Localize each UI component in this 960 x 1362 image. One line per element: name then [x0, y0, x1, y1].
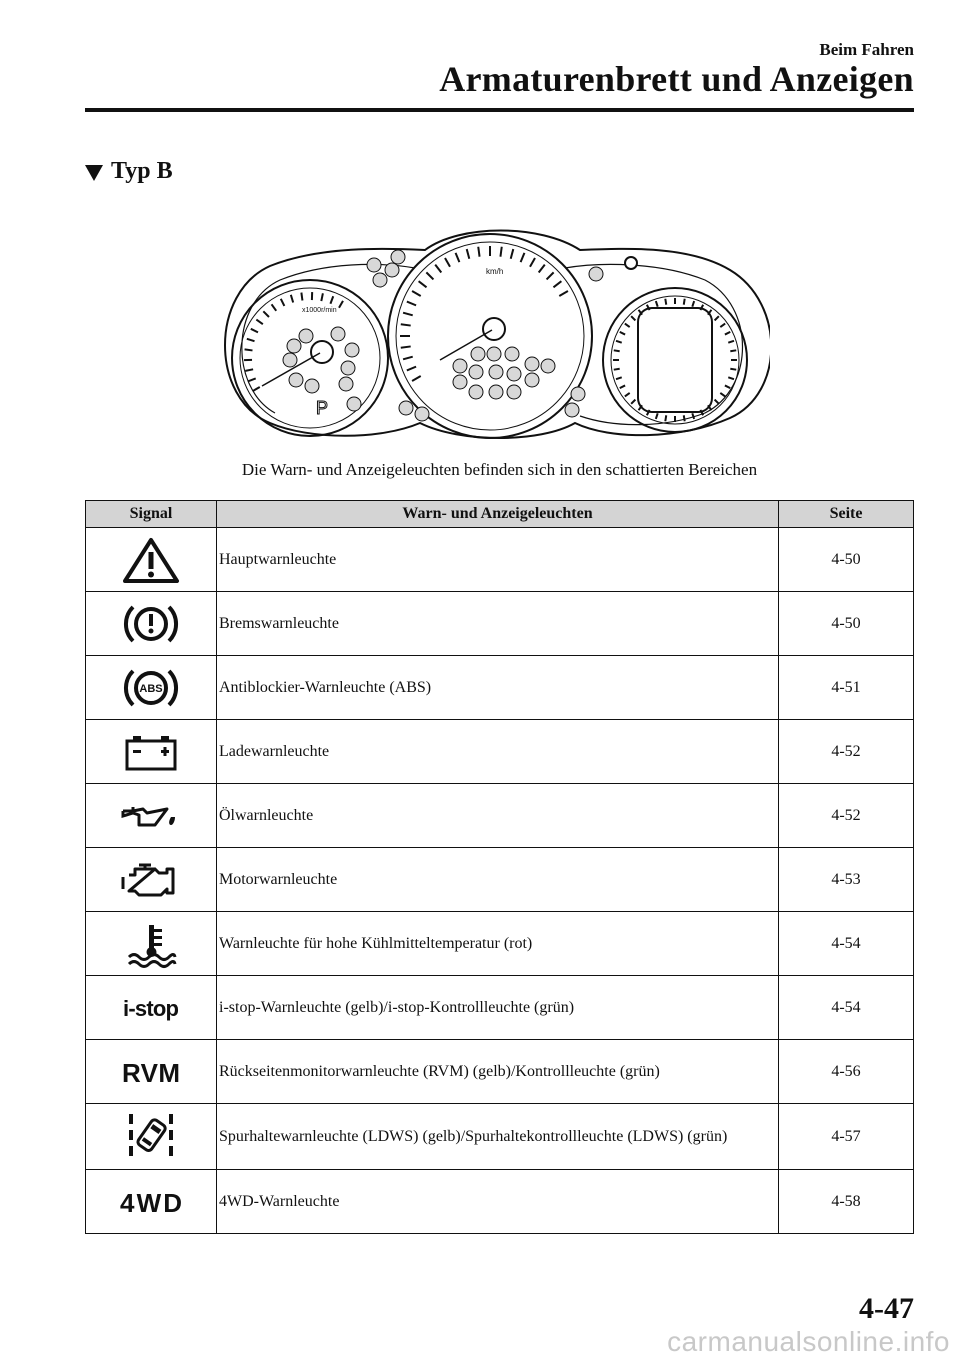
- row-label: Antiblockier-Warnleuchte (ABS): [217, 656, 779, 720]
- row-label: Ladewarnleuchte: [217, 720, 779, 784]
- table-row: [86, 784, 914, 848]
- subheading-text: Typ B: [111, 158, 173, 184]
- gauge-tick: [547, 272, 554, 279]
- gauge-tick: [684, 415, 685, 421]
- instrument-cluster-diagram: [210, 218, 770, 458]
- battery-charge-icon: [121, 727, 181, 777]
- speedometer-unit-label: km/h: [486, 267, 504, 276]
- gauge-tick: [656, 301, 658, 307]
- oil-pressure-icon: [119, 791, 183, 841]
- svg-text:RVM: RVM: [122, 1057, 180, 1088]
- gauge-tick: [614, 369, 620, 370]
- gauge-tick: [625, 324, 630, 328]
- row-label: Rückseitenmonitorwarnleuchte (RVM) (gelb)/Kontrollleuchte (grün): [217, 1040, 779, 1104]
- gauge-tick: [245, 349, 253, 350]
- gauge-tick: [720, 393, 725, 397]
- gauge-tick: [639, 405, 643, 410]
- gauge-tick: [559, 291, 568, 296]
- rvm-icon: [119, 1052, 183, 1092]
- gauge-tick: [291, 295, 293, 303]
- gauge-tick: [614, 350, 620, 351]
- gauge-tick: [715, 400, 719, 404]
- gauge-tick: [665, 299, 666, 305]
- gauge-tick: [339, 301, 343, 308]
- header-signal: Signal: [86, 501, 217, 528]
- row-label: Motorwarnleuchte: [217, 848, 779, 912]
- row-label: Bremswarnleuchte: [217, 592, 779, 656]
- row-page: 4-50: [779, 528, 914, 592]
- gauge-tick: [245, 369, 253, 371]
- gauge-tick: [715, 316, 719, 320]
- row-label: 4WD-Warnleuchte: [217, 1170, 779, 1234]
- row-label: i-stop-Warnleuchte (gelb)/i-stop-Kontrollleuchte (grün): [217, 976, 779, 1040]
- gauge-tick: [412, 376, 421, 381]
- table-row: [86, 656, 914, 720]
- signal-table: [85, 500, 914, 1234]
- gauge-tick: [478, 247, 479, 257]
- row-page: 4-50: [779, 592, 914, 656]
- svg-text:4WD: 4WD: [120, 1187, 182, 1218]
- gauge-tick: [253, 387, 260, 391]
- gauge-tick: [256, 320, 263, 325]
- engine-check-icon: [119, 855, 183, 905]
- master-warning-icon: [121, 535, 181, 585]
- gauge-tick: [692, 301, 694, 307]
- header-section: Beim Fahren: [819, 40, 914, 59]
- row-page: 4-57: [779, 1104, 914, 1170]
- gauge-tick: [435, 265, 441, 273]
- figure-caption: Die Warn- und Anzeigeleuchten befinden sich in den schattierten Bereichen: [241, 460, 758, 479]
- row-page: 4-51: [779, 656, 914, 720]
- table-row: [86, 1040, 914, 1104]
- gauge-tick: [708, 405, 712, 410]
- right-gauge-bezel: [603, 288, 747, 432]
- gauge-tick: [403, 313, 413, 316]
- gauge-tick: [248, 378, 255, 381]
- svg-text:i-stop: i-stop: [123, 995, 179, 1021]
- gauge-tick: [281, 299, 285, 306]
- gauge-tick: [272, 304, 277, 311]
- gauge-tick: [625, 393, 630, 397]
- table-row: [86, 720, 914, 784]
- table-row: [86, 1104, 914, 1170]
- triangle-marker-icon: [85, 165, 103, 181]
- coolant-temperature-icon: [121, 919, 181, 969]
- gauge-tick: [656, 413, 658, 419]
- gauge-tick: [631, 316, 635, 320]
- subheading: [85, 158, 173, 185]
- row-page: 4-52: [779, 720, 914, 784]
- gauge-tick: [725, 332, 730, 335]
- row-label: Hauptwarnleuchte: [217, 528, 779, 592]
- row-page: 4-52: [779, 784, 914, 848]
- gauge-tick: [708, 310, 712, 315]
- row-page: 4-58: [779, 1170, 914, 1234]
- table-row: [86, 912, 914, 976]
- gauge-tick: [407, 367, 416, 371]
- gauge-tick: [728, 341, 734, 343]
- gauge-tick: [730, 350, 736, 351]
- table-row: [86, 848, 914, 912]
- gauge-tick: [330, 296, 333, 303]
- gauge-tick: [263, 311, 269, 317]
- gauge-tick: [616, 377, 622, 379]
- row-label: Ölwarnleuchte: [217, 784, 779, 848]
- gauge-tick: [301, 293, 302, 301]
- table-row: [86, 1170, 914, 1234]
- page-title: Armaturenbrett und Anzeigen: [439, 59, 914, 99]
- right-display: [638, 308, 712, 412]
- gauge-tick: [665, 415, 666, 421]
- row-page: 4-56: [779, 1040, 914, 1104]
- gauge-tick: [725, 385, 730, 388]
- gauge-tick: [616, 341, 622, 343]
- table-row: [86, 592, 914, 656]
- gauge-tick: [692, 413, 694, 419]
- gauge-tick: [511, 249, 514, 259]
- gauge-tick: [247, 339, 255, 341]
- table-row: [86, 528, 914, 592]
- gauge-tick: [521, 253, 525, 262]
- gauge-tick: [530, 258, 535, 267]
- table-row: [86, 976, 914, 1040]
- four-wheel-drive-icon: [117, 1182, 185, 1222]
- gauge-tick: [684, 299, 685, 305]
- header-page: Seite: [779, 501, 914, 528]
- lane-departure-icon: [121, 1110, 181, 1164]
- row-page: 4-53: [779, 848, 914, 912]
- gauge-tick: [620, 332, 625, 335]
- svg-text:ABS: ABS: [139, 682, 163, 695]
- gauge-tick: [401, 346, 411, 347]
- gauge-tick: [730, 369, 736, 370]
- gauge-tick: [321, 293, 323, 301]
- gauge-tick: [539, 265, 545, 273]
- gauge-tick: [407, 302, 416, 306]
- gauge-tick: [467, 249, 470, 259]
- gauge-tick: [720, 324, 725, 328]
- gauge-tick: [500, 247, 501, 257]
- row-label: Warnleuchte für hohe Kühlmitteltemperatur (rot): [217, 912, 779, 976]
- tachometer-unit-label: x1000r/min: [302, 307, 337, 314]
- header-rule: [85, 108, 914, 112]
- gauge-tick: [639, 310, 643, 315]
- gear-indicator: P: [316, 398, 329, 418]
- gauge-tick: [620, 385, 625, 388]
- gauge-tick: [401, 324, 411, 325]
- gauge-tick: [445, 258, 450, 267]
- gauge-tick: [419, 281, 427, 287]
- i-stop-icon: [119, 988, 183, 1028]
- row-page: 4-54: [779, 976, 914, 1040]
- gauge-tick: [403, 357, 413, 360]
- header-lights: Warn- und Anzeigeleuchten: [217, 501, 779, 528]
- gauge-tick: [553, 281, 561, 287]
- abs-warning-icon: [121, 663, 181, 713]
- gauge-tick: [631, 400, 635, 404]
- gauge-tick: [456, 253, 460, 262]
- gauge-tick: [251, 329, 258, 333]
- gauge-tick: [412, 291, 421, 296]
- gauge-tick: [728, 377, 734, 379]
- gauge-tick: [426, 272, 433, 279]
- brake-warning-icon: [121, 599, 181, 649]
- page-number: 4-47: [859, 1292, 914, 1325]
- row-label: Spurhaltewarnleuchte (LDWS) (gelb)/Spurhaltekontrollleuchte (LDWS) (grün): [217, 1104, 779, 1170]
- row-page: 4-54: [779, 912, 914, 976]
- table-header-row: [86, 501, 914, 528]
- footer-watermark: carmanualsonline.info: [667, 1326, 950, 1357]
